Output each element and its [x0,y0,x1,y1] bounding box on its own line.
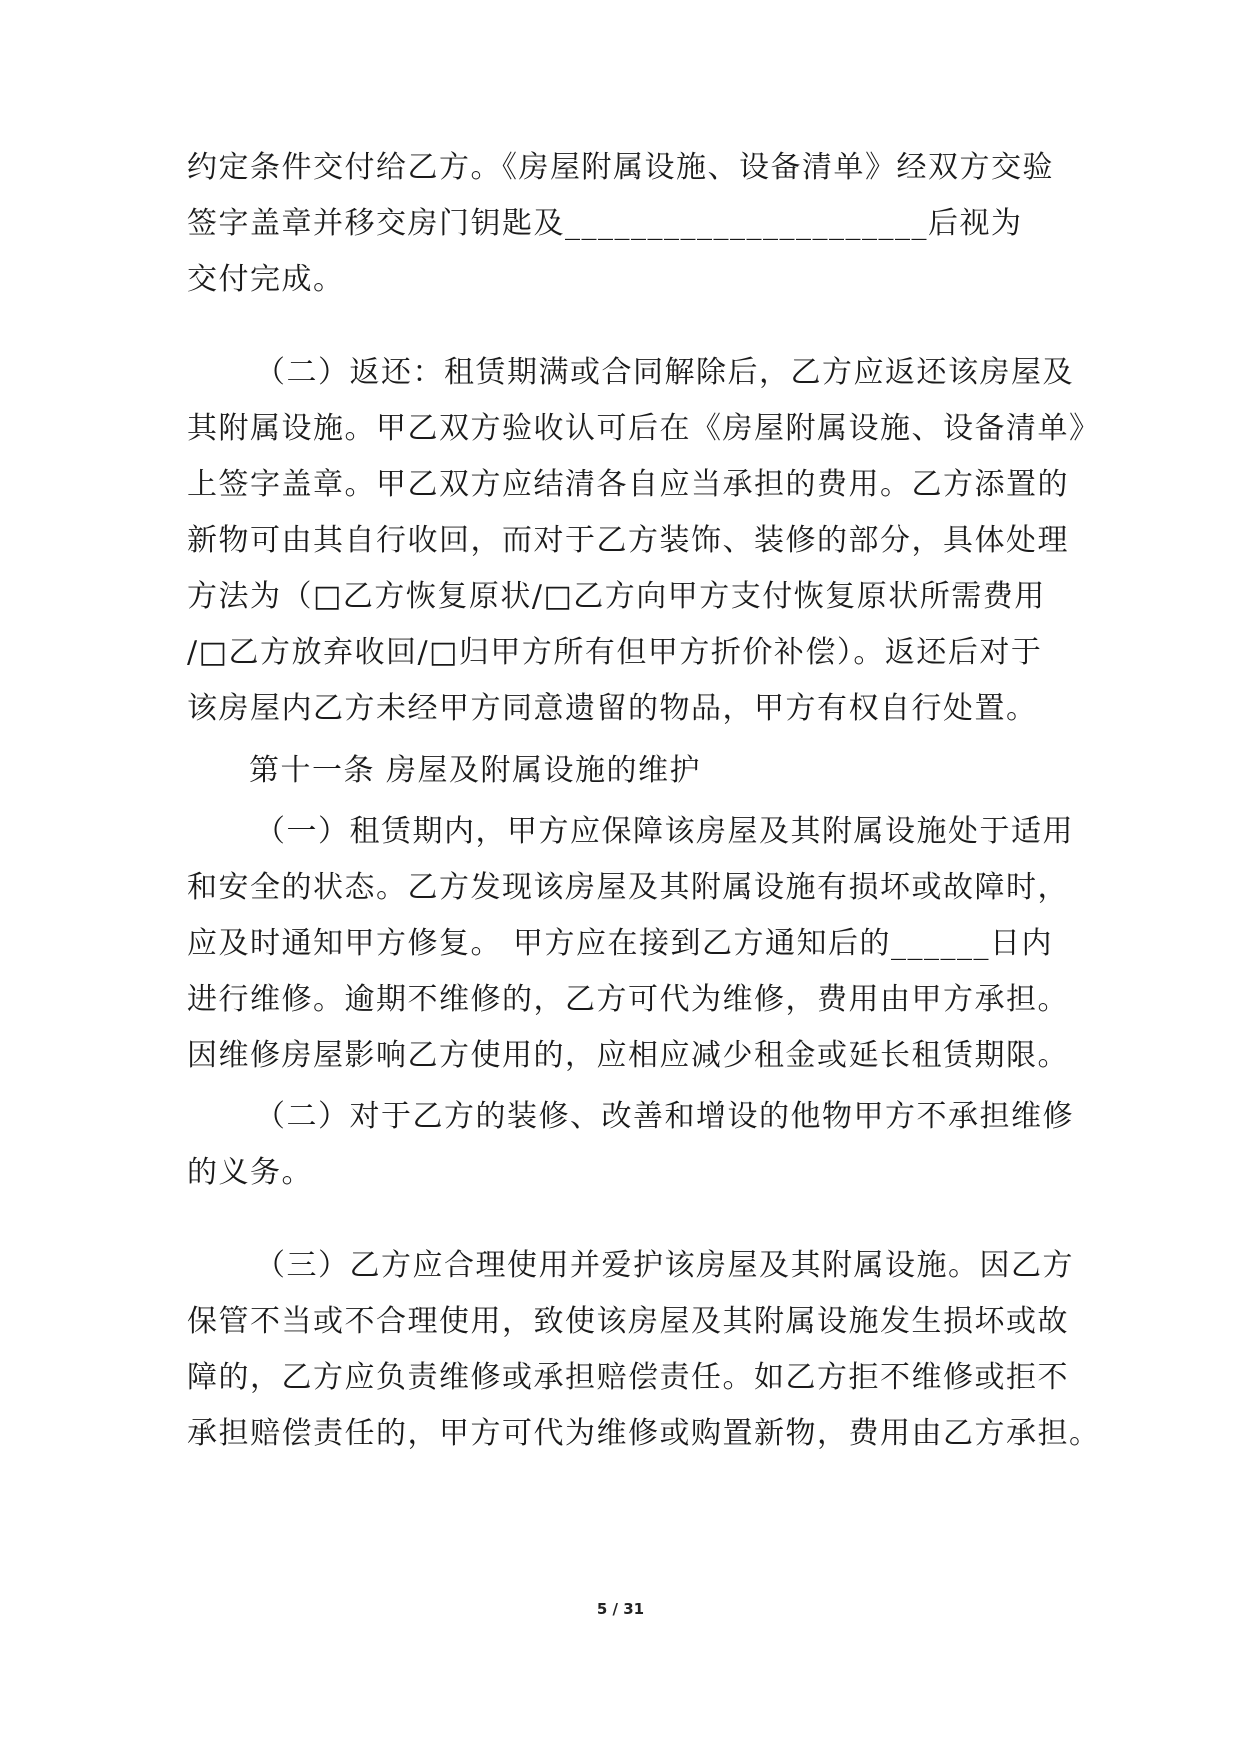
text-line: 障的，乙方应负责维修或承担赔偿责任。如乙方拒不维修或拒不 [187,1360,1069,1395]
text-line: 该房屋内乙方未经甲方同意遗留的物品，甲方有权自行处置。 [187,691,1038,726]
text-line: 新物可由其自行收回，而对于乙方装饰、装修的部分，具体处理 [187,523,1069,558]
paragraph-start-maintenance-2: （二）对于乙方的装修、改善和增设的他物甲方不承担维修 [255,1099,1074,1134]
text-line: 应及时通知甲方修复。 甲方应在接到乙方通知后的______日内 [187,926,1054,961]
text-line: 承担赔偿责任的，甲方可代为维修或购置新物，费用由乙方承担。 [187,1416,1101,1451]
text-line: /□乙方放弃收回/□归甲方所有但甲方折价补偿）。返还后对于 [187,635,1043,670]
text-line: 和安全的状态。乙方发现该房屋及其附属设施有损坏或故障时， [187,870,1069,905]
text-line: 其附属设施。甲乙双方验收认可后在《房屋附属设施、设备清单》 [187,411,1101,446]
text-line: 交付完成。 [187,262,345,297]
text-line: 的义务。 [187,1155,313,1190]
text-line: 进行维修。逾期不维修的，乙方可代为维修，费用由甲方承担。 [187,982,1069,1017]
text-line: 保管不当或不合理使用，致使该房屋及其附属设施发生损坏或故 [187,1304,1069,1339]
text-line: 签字盖章并移交房门钥匙及______________________后视为 [187,206,1023,241]
paragraph-start-maintenance-1: （一）租赁期内，甲方应保障该房屋及其附属设施处于适用 [255,814,1074,849]
paragraph-start-maintenance-3: （三）乙方应合理使用并爱护该房屋及其附属设施。因乙方 [255,1248,1074,1283]
text-line: 上签字盖章。甲乙双方应结清各自应当承担的费用。乙方添置的 [187,467,1069,502]
text-line: 约定条件交付给乙方。《房屋附属设施、设备清单》经双方交验 [187,150,1054,185]
text-line: 因维修房屋影响乙方使用的，应相应减少租金或延长租赁期限。 [187,1038,1069,1073]
text-line: 方法为（□乙方恢复原状/□乙方向甲方支付恢复原状所需费用 [187,579,1046,614]
page-number: 5 / 31 [596,1600,645,1618]
paragraph-start-return: （二）返还：租赁期满或合同解除后，乙方应返还该房屋及 [255,355,1074,390]
section-heading: 第十一条 房屋及附属设施的维护 [249,753,702,788]
